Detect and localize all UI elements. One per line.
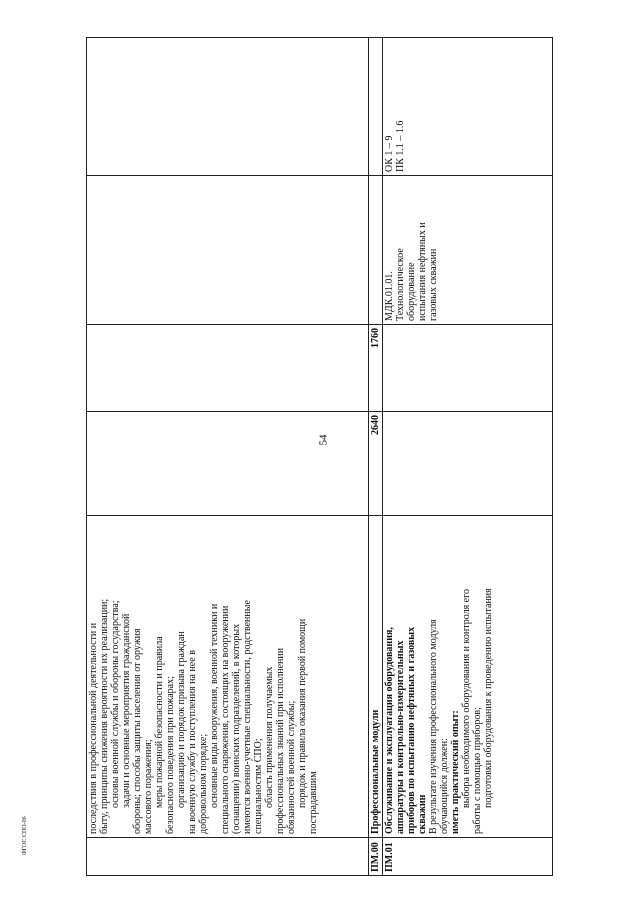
pm01-title-line: приборов по испытанию нефтяных и газовых	[406, 626, 417, 834]
competency-line: ОК 1 – 9	[384, 135, 395, 172]
curriculum-table	[86, 37, 553, 876]
footer-text: ФГОС СПО-06	[22, 816, 28, 855]
continuation-line: область применения получаемых	[264, 666, 275, 808]
continuation-line: на военную службу и поступления на нее в	[187, 650, 198, 834]
rotated-table-wrapper	[86, 38, 553, 876]
cell-code-empty	[87, 838, 369, 876]
continuation-line: задачи и основные мероприятия гражданской	[121, 613, 132, 808]
table-row-pm01	[383, 38, 553, 876]
continuation-line: быту, принципы снижения вероятности их реализации;	[99, 598, 110, 834]
cell-hours-empty	[87, 325, 369, 412]
pm01-title-line: аппаратуры и контрольно-измерительных	[395, 640, 406, 834]
course-line: газовых скважин	[428, 248, 439, 321]
cell-pm00-course-empty	[369, 176, 383, 325]
continuation-line: профессиональных знаний при исполнении	[275, 647, 286, 834]
cell-pm00-max-load: 2640	[369, 412, 383, 516]
continuation-line: организацию и порядок призыва граждан	[176, 631, 187, 808]
cell-competency-empty	[87, 38, 369, 176]
pm01-body-line: работы с помощью приборов;	[472, 707, 483, 834]
continuation-line: безопасного поведения при пожарах;	[165, 676, 176, 834]
continuation-line: основные виды вооружения, военной техники и	[209, 603, 220, 808]
course-line: оборудование	[406, 262, 417, 321]
pm01-body-line: В результате изучения профессионального модуля	[428, 619, 439, 834]
pm01-body-line: обучающийся должен:	[439, 738, 450, 834]
pm01-body-line: выбора необходимого оборудования и контроля его	[461, 589, 472, 808]
continuation-line: специальностям СПО;	[253, 738, 264, 834]
continuation-line: порядок и правила оказания первой помощи	[297, 618, 308, 808]
course-line: испытания нефтяных и	[417, 222, 428, 321]
pm01-title-line: Обслуживание и эксплуатация оборудования,	[384, 627, 395, 834]
continuation-line: обороны; способы защиты населения от оружия	[132, 628, 143, 834]
continuation-line: пострадавшим	[308, 771, 319, 834]
continuation-line: меры пожарной безопасности и правила	[154, 636, 165, 808]
cell-max-load-empty	[87, 412, 369, 516]
cell-pm00-hours: 1760	[369, 325, 383, 412]
cell-course-empty	[87, 176, 369, 325]
continuation-line: имеются военно-учетные специальности, родственные	[242, 600, 253, 834]
course-line: МДК.01.01.	[384, 271, 395, 321]
pm01-title-line: скважин	[417, 794, 428, 834]
continuation-line: основы военной службы и обороны государства;	[110, 600, 121, 808]
cell-pm00-competency-empty	[369, 38, 383, 176]
cell-pm01-max-load-empty	[383, 412, 553, 516]
continuation-line: массового поражения;	[143, 739, 154, 834]
competency-line: ПК 1.1 – 1.6	[395, 120, 406, 172]
page-number: 54	[317, 434, 330, 446]
cell-pm01-hours-empty	[383, 325, 553, 412]
cell-pm01-code: ПМ.01	[383, 838, 553, 876]
pm01-body-line: иметь практический опыт:	[450, 710, 461, 834]
continuation-line: (оснащении) воинских подразделений, в которых	[231, 623, 242, 834]
table-row-continuation	[87, 38, 369, 876]
course-line: Технологическое	[395, 248, 406, 321]
cell-pm00-title: Профессиональные модули	[369, 516, 383, 838]
continuation-line: добровольном порядке;	[198, 733, 209, 834]
cell-pm01-course	[383, 176, 553, 325]
continuation-line: обязанностей военной службы;	[286, 700, 297, 834]
continuation-line: последствия в профессиональной деятельности и	[88, 622, 99, 834]
continuation-line: специального снаряжения, состоящих на вооружении	[220, 605, 231, 834]
cell-continuation-text	[87, 516, 369, 838]
cell-pm01-competencies	[383, 38, 553, 176]
pm01-body-line: подготовки оборудования к проведению испытания	[483, 588, 494, 808]
cell-pm01-content	[383, 516, 553, 838]
cell-pm00-code: ПМ.00	[369, 838, 383, 876]
table-row-pm00	[369, 38, 383, 876]
